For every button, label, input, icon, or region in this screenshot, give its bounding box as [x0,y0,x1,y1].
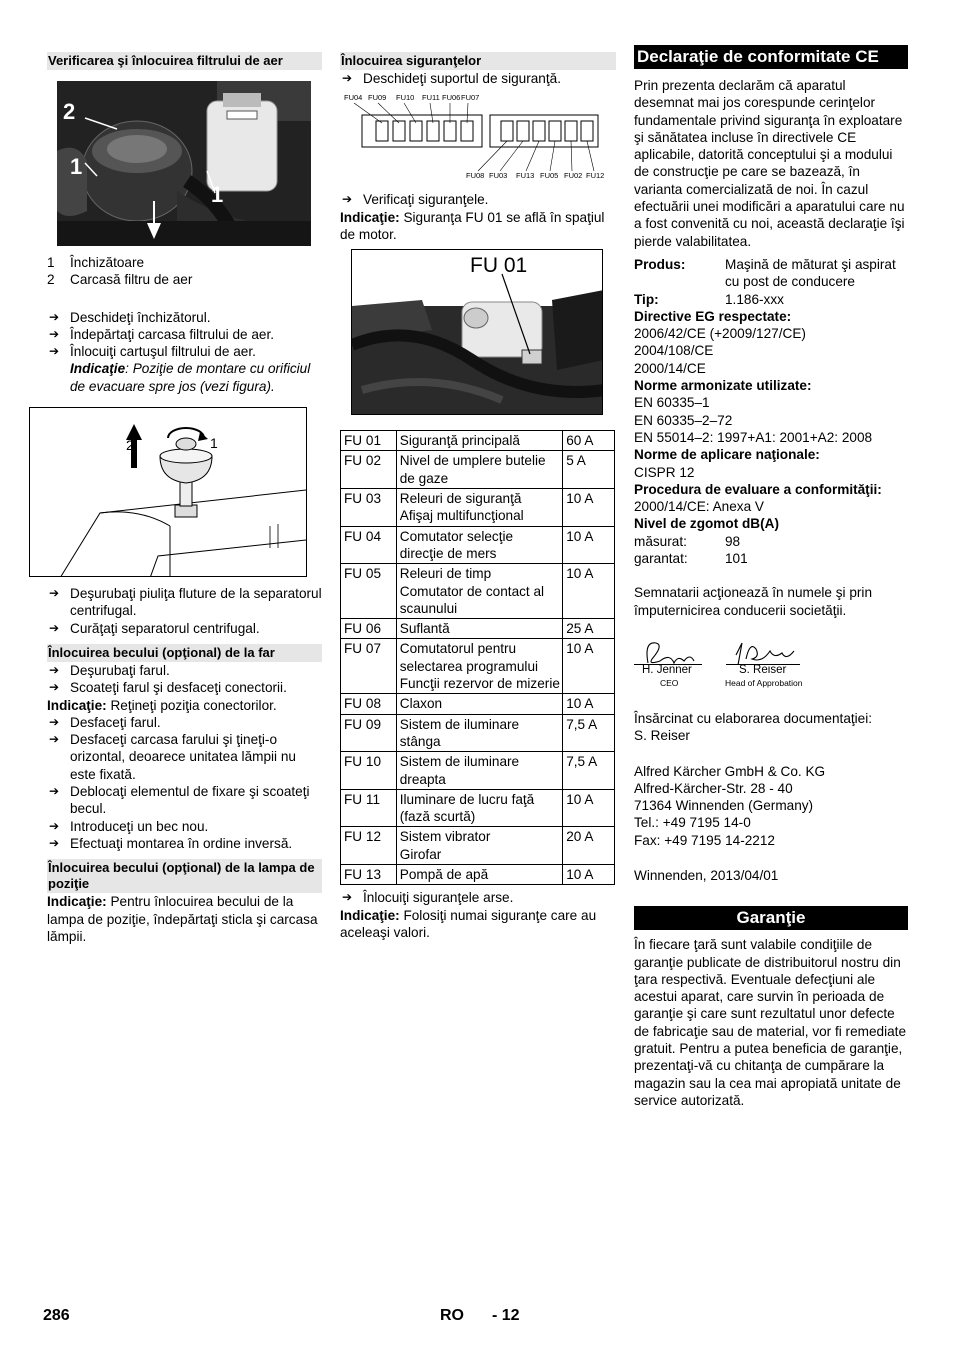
figure-label-2: 2 [126,437,134,454]
step-item: ➔ Desfaceţi farul. [47,714,322,731]
note: Indicaţie: Reţineţi poziţia conectorilor. [47,697,277,713]
documentation-text: Însărcinat cu elaborarea documentaţiei: [634,710,873,726]
fuse-label: FU07 [461,93,480,103]
fuse-label: FU11 [422,93,440,103]
step-item: ➔ Deşurubaţi piuliţa fluture de la separatorul centrifugal. [47,585,322,620]
separator-illustration [30,408,307,577]
fuse-table [340,430,615,885]
noise-label: Nivel de zgomot dB(A) [634,516,779,532]
step-item: ➔ Desfaceţi carcasa farului şi ţineţi-o orizontal, deoarece unitatea lămpii nu este fixată. [47,731,322,783]
directives-label: Directive EG respectate: [634,308,792,324]
step-item: ➔ Deblocaţi elementul de fixare şi scoateţi becul. [47,783,322,818]
fuse-row [341,451,615,489]
fuse-row [341,619,615,639]
warranty-text: În fiecare ţară sunt valabile condiţiile de garanţie publicate de distribuitorul nostru din ţara respectivă. Eventuale defecţiuni ale acestui aparat, care survin în perioada de garanţie şi care sunt rezultatul unor defecte de fabricaţie sau de material, vor fi remediate gratuit. Pentru a putea beneficia de garanţie, prezentaţi-vă cu chitanţa de cumpărare la magazin sau la cea mai apropiată unitate de service autorizată. [634,937,907,1108]
fuse-id-cell: FU 10 [341,752,397,790]
sub-page-number: - 12 [492,1307,520,1324]
fuse-row [341,431,615,451]
fuse-label: FU08 [466,171,485,181]
step-item: ➔ Efectuaţi montarea în ordine inversă. [47,835,322,852]
national-norm: CISPR 12 [634,464,695,480]
fuse-rating-cell: 10 A [563,694,615,714]
fuse-rating-cell: 25 A [563,619,615,639]
note: Indicaţie: Pentru înlocuirea becului de la lampa de poziţie, îndepărtaţi sticla şi carcasa lămpii. [47,894,318,944]
air-filter-photo [57,81,311,246]
fuse-id-cell: FU 01 [341,431,397,451]
fuse-row [341,752,615,790]
photo-label-fu01: FU 01 [470,254,528,278]
ce-declaration-title: Declaraţie de conformitate CE [634,45,908,69]
address-line: Alfred-Kärcher-Str. 28 - 40 [634,780,793,796]
note: Indicaţie: Siguranţa FU 01 se află în spaţiul de motor. [340,209,605,242]
photo-label-2: 2 [63,99,76,124]
note: Indicaţie: Folosiţi numai siguranţe care au aceleaşi valori. [340,907,597,940]
signatory-role-1: CEO [660,677,679,688]
section-title-headlight: Înlocuirea becului (opţional) de la far [47,644,322,662]
directive: 2000/14/CE [634,360,706,376]
guaranteed-row: garantat: 101 [634,551,748,567]
fuse-id-cell: FU 02 [341,451,397,489]
steps-separator [47,585,322,637]
directive: 2006/42/CE (+2009/127/CE) [634,326,806,342]
fuse-rating-cell: 10 A [563,564,615,619]
fuse-row [341,827,615,865]
fuse-label: FU12 [586,171,605,181]
steps-headlight [47,662,322,852]
fuse-rating-cell: 10 A [563,639,615,694]
fuse-row [341,639,615,694]
bottom-fuse-labels [466,171,616,181]
fuse-id-cell: FU 04 [341,526,397,564]
fuse-function-cell: Releuri de siguranţă Afişaj multifuncţional [396,489,562,527]
check-fuses [340,191,616,243]
fuse-id-cell: FU 13 [341,865,397,885]
fu01-photo [351,249,603,415]
fuse-id-cell: FU 09 [341,714,397,752]
figure-label-1: 1 [210,435,218,452]
fuse-function-cell: Suflantă [396,619,562,639]
ce-intro: Prin prezenta declarăm că aparatul desemnat mai jos corespunde cerinţelor fundamentale privind siguranţa în exploatare şi sănătatea incluse în directivele CE aplicabile, datorită conceptului şi a modului de construcţie pe care se bazează, în varianta comercializată de noi. În cazul efectuării unei modificări a aparatului care nu a fost convenită cu noi, această declaraţie îşi pierde valabilitatea. [634,78,905,249]
fuse-box-illustration [340,93,616,183]
fuse-row [341,526,615,564]
fuse-function-cell: Nivel de umplere butelie de gaze [396,451,562,489]
fuse-row [341,865,615,885]
fuse-function-cell: Sistem de iluminare stânga [396,714,562,752]
language-code: RO [440,1307,464,1324]
norm: EN 60335–1 [634,395,710,411]
fuse-function-cell: Sistem vibrator Girofar [396,827,562,865]
fuse-label: FU05 [540,171,559,181]
signatures [634,635,908,695]
step-item: ➔ Deschideţi suportul de siguranţă. [340,70,616,87]
fuse-function-cell: Releuri de timp Comutator de contact al scaunului [396,564,562,619]
signatory-role-2: Head of Approbation [725,677,803,688]
address-line: Alfred Kärcher GmbH & Co. KG [634,763,826,779]
fuse-rating-cell: 7,5 A [563,714,615,752]
signatory-name-2: S. Reiser [739,663,787,676]
address-line: Tel.: +49 7195 14-0 [634,815,751,831]
fuse-function-cell: Iluminare de lucru faţă (fază scurtă) [396,789,562,827]
fuse-rating-cell: 10 A [563,489,615,527]
signatory-name-1: H. Jenner [642,663,692,676]
fuse-function-cell: Comutator selecţie direcţie de mers [396,526,562,564]
documentation-name: S. Reiser [634,728,690,744]
separator-figure [29,407,307,577]
fuse-label: FU03 [489,171,508,181]
legend-item: 1 Închizătoare [47,255,145,270]
warranty-title: Garanţie [634,906,908,930]
fuse-id-cell: FU 08 [341,694,397,714]
fuse-row [341,489,615,527]
step-item: ➔ Verificaţi siguranţele. [340,191,616,208]
replace-fuses [340,889,616,941]
fuse-function-cell: Claxon [396,694,562,714]
note: Indicaţie: Poziţie de montare cu orificiul de evacuare spre jos (vezi figura). [70,361,311,394]
measured-row: măsurat: 98 [634,533,741,549]
fuse-label: FU13 [516,171,535,181]
address-line: Fax: +49 7195 14-2212 [634,832,775,848]
fuse-label: FU10 [396,93,415,103]
photo-label-1a: 1 [70,154,83,179]
section-title-position-lamp: Înlocuirea becului (opţional) de la lampa de poziţie [47,859,322,893]
photo-label-1b: 1 [211,182,224,207]
fuse-function-cell: Siguranţă principală [396,431,562,451]
step-item: ➔ Scoateţi farul şi desfaceţi conectorii. [47,679,322,696]
fuse-id-cell: FU 11 [341,789,397,827]
fuse-rating-cell: 5 A [563,451,615,489]
fuse-id-cell: FU 03 [341,489,397,527]
fuse-row [341,714,615,752]
directive: 2004/108/CE [634,343,714,359]
column-left [47,52,322,945]
product-row: Produs: Maşină de măturat şi aspirat cu post de conducere [634,256,896,290]
fuse-label: FU04 [344,93,363,103]
section-title-fuses: Înlocuirea siguranţelor [340,52,616,70]
place-date: Winnenden, 2013/04/01 [634,867,779,883]
fuse-id-cell: FU 05 [341,564,397,619]
ce-details [634,256,908,567]
air-filter-illustration [57,81,311,246]
fuse-rating-cell: 20 A [563,827,615,865]
fuse-function-cell: Sistem de iluminare dreapta [396,752,562,790]
norm: EN 60335–2–72 [634,412,733,428]
signatories-text: Semnatarii acţionează în numele şi prin împuternicirea conducerii societăţii. [634,585,873,618]
column-right [634,45,908,1109]
fuse-rating-cell: 10 A [563,526,615,564]
step-item: ➔ Îndepărtaţi carcasa filtrului de aer. [47,326,322,343]
step-item: ➔ Înlocuiţi siguranţele arse. [340,889,616,906]
step-item: ➔ Introduceţi un bec nou. [47,818,322,835]
type-row: Tip: 1.186-xxx [634,291,784,307]
procedure-label: Procedura de evaluare a conformităţii: [634,481,882,497]
step-item: ➔ Înlocuiţi cartuşul filtrului de aer. [47,343,322,360]
company-address [634,763,908,849]
fuse-function-cell: Pompă de apă [396,865,562,885]
step-item: ➔ Deschideţi închizătorul. [47,309,322,326]
fuse-label: FU06 [442,93,461,103]
legend [47,254,322,289]
fuse-row [341,564,615,619]
fuse-rating-cell: 10 A [563,789,615,827]
page-number: 286 [43,1307,70,1324]
fuse-id-cell: FU 07 [341,639,397,694]
step-item: ➔ Deşurubaţi farul. [47,662,322,679]
fuse-function-cell: Comutatorul pentru selectarea programului Funcţii rezervor de mizerie [396,639,562,694]
section-title-air-filter: Verificarea şi înlocuirea filtrului de aer [47,52,322,70]
steps-air-filter [47,309,322,395]
fuse-row [341,694,615,714]
step-item: ➔ Curăţaţi separatorul centrifugal. [47,620,322,637]
fuse-rating-cell: 10 A [563,865,615,885]
norm: EN 55014–2: 1997+A1: 2001+A2: 2008 [634,429,873,445]
national-label: Norme de aplicare naţionale: [634,447,820,463]
legend-item: 2 Carcasă filtru de aer [47,272,193,288]
procedure: 2000/14/CE: Anexa V [634,499,764,515]
column-middle [340,52,616,941]
fuse-id-cell: FU 12 [341,827,397,865]
address-line: 71364 Winnenden (Germany) [634,798,814,814]
norms-label: Norme armonizate utilizate: [634,378,812,394]
fuse-label: FU02 [564,171,583,181]
fuse-rating-cell: 60 A [563,431,615,451]
fuse-label: FU09 [368,93,387,103]
fuse-rating-cell: 7,5 A [563,752,615,790]
fuse-box-diagram [340,93,616,183]
fuse-row [341,789,615,827]
fuse-id-cell: FU 06 [341,619,397,639]
